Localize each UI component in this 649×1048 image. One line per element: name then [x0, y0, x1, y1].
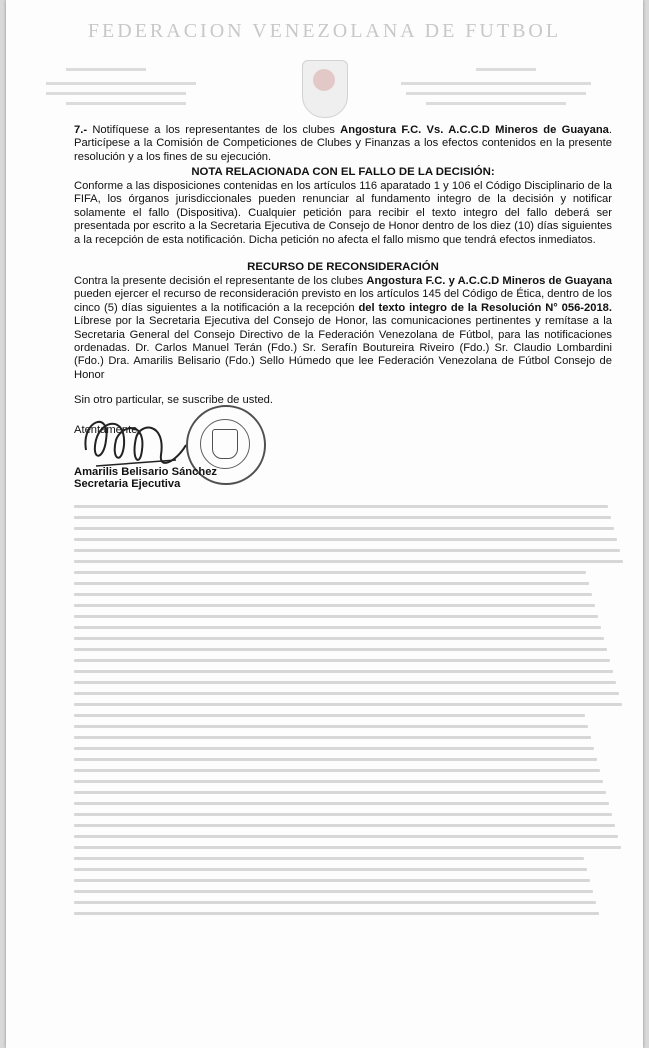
show-through-line [74, 593, 592, 596]
item-number: 7.- [74, 124, 88, 136]
show-through-line [74, 890, 593, 893]
show-through-line [74, 582, 589, 585]
item-7-paragraph [74, 124, 612, 164]
show-through-line [74, 648, 607, 651]
show-through-line [74, 571, 586, 574]
note-body: Conforme a las disposiciones contenidas en los artículos 116 aparatado 1 y 106 el Código Disciplinario de la FIFA, los órganos jurisdiccionales pueden renunciar al fundamento integro de la decisión y notificar solamente el fallo (Dispositiva). Cualquier petición para recibir el texto integro del fallo deberá ser presentada por escrito a la Secretaria Ejecutiva de Consejo de Honor dentro de los diez (10) días siguientes a la recepción de esta notificación. Dicha petición no afecta el fallo mismo que tendrá efectos inmediatos. [74, 180, 612, 246]
crest-watermark [302, 60, 348, 118]
document-page [6, 0, 643, 1048]
item-7-text-2: . Particípese a la Comisión de Competiciones de Clubes y Finanzas a los efectos contenidos en la presente resolución y a los fines de su ejecución. [74, 124, 613, 163]
letterhead-title: FEDERACION VENEZOLANA DE FUTBOL [87, 20, 562, 42]
show-through-line [74, 758, 597, 761]
show-through-line [74, 780, 603, 783]
reconsideration-text-3: Líbrese por la Secretaria Ejecutiva del Consejo de Honor, las comunicaciones pertinentes y remítase a la Secretaria General del Consejo Directivo de la Federación Venezolana de Fútbol, para las notificaciones ordenadas. Dr. Carlos Manuel Terán (Fdo.) Sr. Serafín Boutureira Riveiro (Fdo.) Sr. Claudio Lombardini (Fdo.) Dra. Amarilis Belisario (Fdo.) Sello Húmedo que lee Federación Venezolana de Fútbol Consejo de Honor [74, 315, 612, 381]
closing-line: Sin otro particular, se suscribe de usted. [74, 394, 273, 406]
show-through-line [74, 835, 618, 838]
show-through-line [74, 824, 615, 827]
reconsideration-clubs: Angostura F.C. y A.C.C.D Mineros de Guayana [366, 275, 612, 287]
seal-emblem [212, 429, 238, 459]
show-through-line [74, 527, 614, 530]
show-through-line [74, 615, 598, 618]
show-through-line [74, 769, 600, 772]
show-through-line [74, 736, 591, 739]
note-heading: NOTA RELACIONADA CON EL FALLO DE LA DECISIÓN: [191, 166, 495, 178]
show-through-line [74, 901, 596, 904]
signer-title: Secretaria Ejecutiva [74, 478, 181, 490]
reconsideration-text-1: Contra la presente decisión el representante de los clubes [74, 275, 367, 287]
show-through-line [74, 813, 612, 816]
show-through-line [74, 604, 595, 607]
reconsideration-text-2: pueden ejercer el recurso de reconsideración previsto en los artículos 145 del Código de Ética, dentro de los cinco (5) días siguientes a la notificación a la recepción [74, 288, 612, 314]
show-through-line [74, 626, 601, 629]
show-through-line [74, 802, 609, 805]
show-through-line [74, 791, 606, 794]
show-through-line [74, 681, 616, 684]
show-through-line [74, 703, 622, 706]
show-through-line [74, 879, 590, 882]
salutation: Atentamente, [74, 424, 141, 436]
show-through-line [74, 637, 604, 640]
show-through-line [74, 747, 594, 750]
show-through-line [74, 560, 623, 563]
show-through-line [74, 692, 619, 695]
item-7-text-1: Notifíquese a los representantes de los clubes [87, 124, 341, 136]
show-through-line [74, 912, 599, 915]
show-through-line [74, 846, 621, 849]
show-through-line [74, 538, 617, 541]
resolution-reference: del texto integro de la Resolución N° 056-2018. [358, 301, 613, 314]
show-through-line [74, 505, 608, 508]
show-through-line [74, 549, 620, 552]
show-through-line [74, 659, 610, 662]
reconsideration-body [74, 275, 612, 382]
show-through-line [74, 714, 585, 717]
show-through-line [74, 868, 587, 871]
show-through-line [74, 670, 613, 673]
item-7-clubs: Angostura F.C. Vs. A.C.C.D Mineros de Guayana [340, 124, 609, 136]
signer-name: Amarilis Belisario Sánchez [74, 466, 218, 478]
show-through-line [74, 516, 611, 519]
reconsideration-heading: RECURSO DE RECONSIDERACIÓN [247, 261, 439, 273]
show-through-line [74, 857, 584, 860]
show-through-line [74, 725, 588, 728]
